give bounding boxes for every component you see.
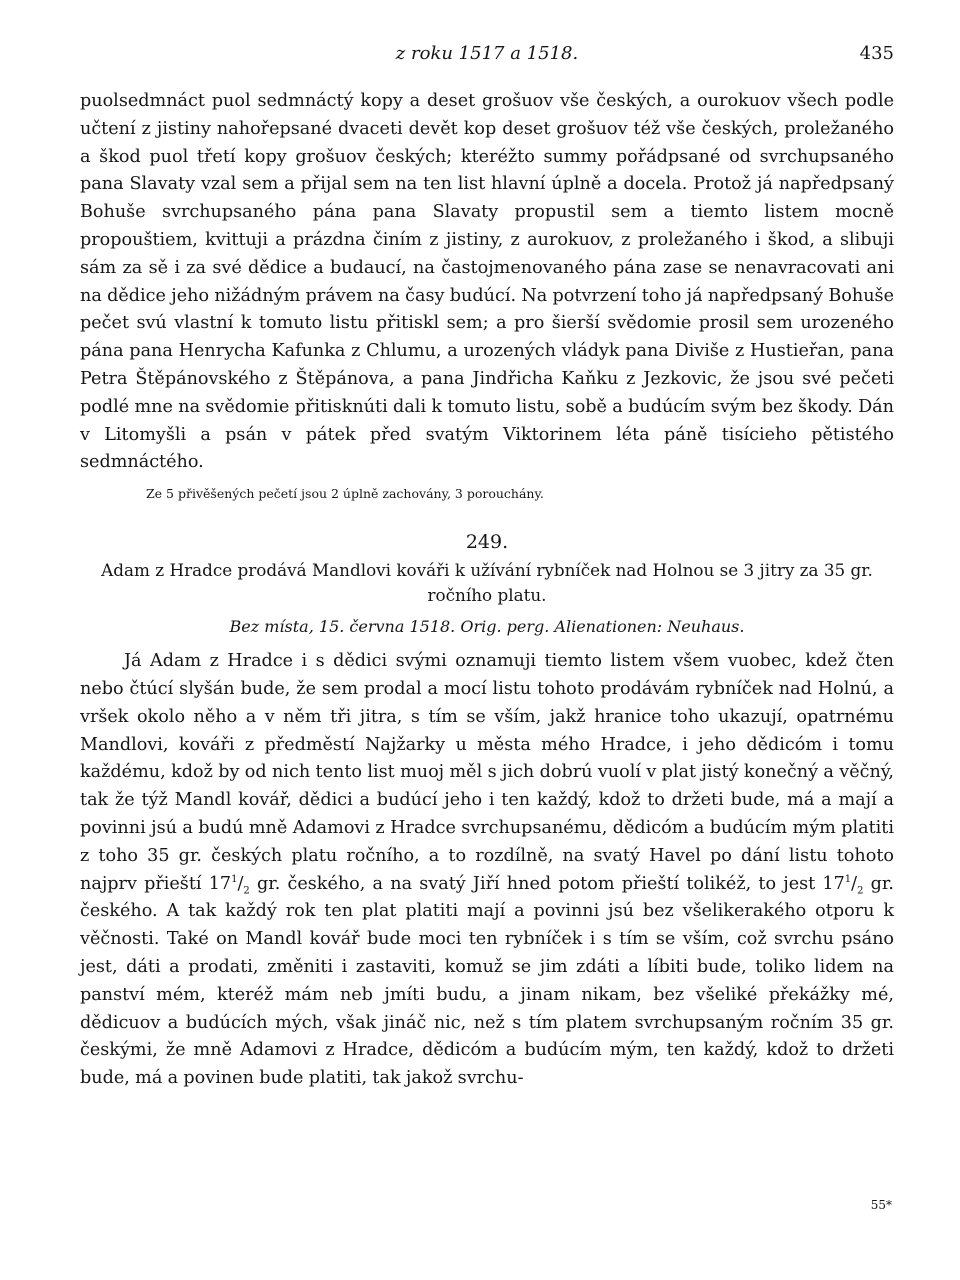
page-body [80, 88, 894, 1093]
document-source: Bez místa, 15. června 1518. Orig. perg. Alienationen: Neuhaus. [229, 617, 745, 637]
fraction-2-denominator: 2 [857, 885, 864, 897]
fraction-1-denominator: 2 [243, 885, 250, 897]
fraction-1-numerator: 1 [231, 873, 238, 885]
document-249-text: Já Adam z Hradce i s dědici svými oznamuji tiemto listem všem vuobec, kdež čten nebo čtúcí slyšán bude, že sem prodal a mocí listu tohoto prodávám rybníček nad Holnú, a vršek okolo něho a v něm tři jitra, s tím se vším, jakž hranice toho ukazují, opatrnému Mandlovi, kováři z předměstí Najžarky u města mého Hradce, i jeho dědicóm i tomu každému, kdož by od nich tento list muoj měl s jich dobrú vuolí v plat jistý konečný a věčný, tak že týž Mandl kovář, dědici a budúcí jeho i ten každý, kdož to držeti bude, má a mají a povinni jsú a budú mně Adamovi z Hradce svrchupsanému, dědicóm a budúcím mým platiti z toho 35 gr. českých platu ročního, a to rozdílně, na svatý Havel po dání listu tohoto najprv přieští $17^1/_2$ gr. českého, a na svatý Jiří hned potom přieští tolikéž, to jest $17^1/_2$ gr. českého. A tak každý rok ten plat platiti mají a povinni jsú bez všelikerakého otporu k věčnosti. Také on Mandl kovář bude moci ten rybníček i s tím se vším, což svrchu psáno jest, dáti a prodati, změniti i zastaviti, komuž se jim zdáti a líbiti bude, toliko lidem na panství mém, kteréž mám neb jmíti budu, a jinam nikam, bez všeliké překážky mé, dědicuov a budúcích mých, však jináč nic, než s tím platem svrchupsaným ročním 35 gr. českými, že mně Adamovi z Hradce, dědicóm a budúcím mým, ten každý, kdož to držeti bude, má a povinen bude platiti, tak jakož svrchu- [80, 651, 894, 1089]
document-number: 249. [465, 531, 509, 554]
document-248-text: puolsedmnáct puol sedmnáctý kopy a deset grošuov vše českých, a ourokuov všech podle učtení z jistiny nahořepsané dvaceti devět kop deset grošuov též vše českých, proležaného a škod puol třetí kopy grošuov českých; kteréžto summy pořádpsané od svrchupsaného pana Slavaty vzal sem a přijal sem na ten list hlavní úplně a docela. Protož já napředpsaný Bohuše svrchupsaného pána pana Slavaty propustil sem a tiemto listem mocně propouštiem, kvittuji a prázdna činím z jistiny, z aurokuov, z proležaného i škod, a slibuji sám za sě i za své dědice a budaucí, na častojmenovaného pána zase se nenavracovati ani na dědice jeho nižádným právem na časy budúcí. Na potvrzení toho já napředpsaný Bohuše pečet svú vlastní k tomuto listu přitiskl sem; a pro šierší svědomie prosil sem urozeného pána pana Henrycha Kafunka z Chlumu, a urozených vládyk pana Diviše z Hustieřan, pana Petra Štěpánovského z Štěpánova, a pana Jindřicha Kaňku z Jezkovic, že jsou své pečeti podlé mne na svědomie přitisknúti dali k tomuto listu, sobě a budúcím svým bez škody. Dán v Litomyšli a psán v pátek před svatým Viktorinem léta páně tisícieho pětistého sedmnáctého. [80, 91, 894, 473]
page-number: 435 [859, 43, 894, 64]
page-header [80, 40, 894, 68]
document-248-continuation [80, 88, 894, 505]
seal-note: Ze 5 přivěšených pečetí jsou 2 úplně zachovány, 3 porouchány. [146, 486, 544, 502]
text-part-3: gr. českého. A tak každý rok ten plat platiti mají a povinni jsú bez všelikerakého otporu k věčnosti. Také on Mandl kovář bude moci ten rybníček i s tím se vším, což svrchu psáno jest, dáti a prodati, změniti i zastaviti, komuž se jim zdáti a líbiti bude, toliko lidem na panství mém, kteréž mám neb jmíti budu, a jinam nikam, bez všeliké překážky mé, dědicuov a budúcích mých, však jináč nic, než s tím platem svrchupsaným ročním 35 gr. českými, že mně Adamovi z Hradce, dědicóm a budúcím mým, ten každý, kdož to držeti bude, má a povinen bude platiti, tak jakož svrchu- [80, 873, 894, 1089]
document-summary: Adam z Hradce prodává Mandlovi kováři k užívání rybníček nad Holnou se 3 jitry za 35 gr. ročního platu. [101, 560, 873, 606]
text-part-1: Já Adam z Hradce i s dědici svými oznamuji tiemto listem všem vuobec, kdež čten nebo čtúcí slyšán bude, že sem prodal a mocí listu tohoto prodávám rybníček nad Holnú, a vršek okolo něho a v něm tři jitra, s tím se vším, jakž hranice toho ukazují, opatrnému Mandlovi, kováři z předměstí Najžarky u města mého Hradce, i jeho dědicóm i tomu každému, kdož by od nich tento list muoj měl s jich dobrú vuolí v plat jistý konečný a věčný, tak že týž Mandl kovář, dědici a budúcí jeho i ten každý, kdož to držeti bude, má a mají a povinni jsú a budú mně Adamovi z Hradce svrchupsanému, dědicóm a budúcím mým platiti z toho 35 gr. českých platu ročního, a to rozdílně, na svatý Havel po dání listu tohoto najprv přieští 17 [80, 651, 894, 894]
document-249 [80, 529, 894, 1093]
text-part-2: gr. českého, a na svatý Jiří hned potom přieští tolikéž, to jest 17 [249, 873, 845, 894]
signature-mark: 55* [870, 1198, 892, 1212]
fraction-2-numerator: 1 [844, 873, 852, 885]
running-title: z roku 1517 a 1518. [395, 43, 579, 64]
